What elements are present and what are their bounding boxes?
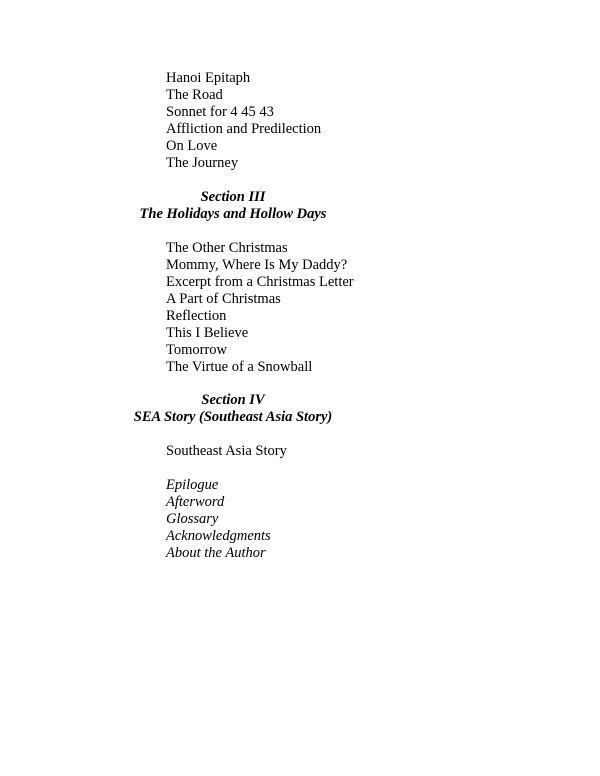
section-iii-title: The Holidays and Hollow Days	[139, 206, 327, 222]
list-item: Tomorrow	[166, 342, 228, 358]
list-item: Mommy, Where Is My Daddy?	[166, 257, 348, 273]
section-iv-label: Section IV	[201, 392, 265, 408]
list-item: Epilogue	[166, 477, 219, 493]
list-item: A Part of Christmas	[166, 291, 281, 307]
list-item: About the Author	[166, 545, 266, 561]
list-item: Hanoi Epitaph	[166, 70, 251, 86]
list-item: Excerpt from a Christmas Letter	[166, 274, 354, 290]
section-iv-title: SEA Story (Southeast Asia Story)	[133, 409, 333, 425]
list-item: Acknowledgments	[166, 528, 271, 544]
list-item: The Journey	[166, 155, 239, 171]
list-item: Reflection	[166, 308, 227, 324]
list-item: Southeast Asia Story	[166, 443, 287, 459]
section-iii-list	[166, 240, 354, 376]
list-item: The Other Christmas	[166, 240, 288, 256]
section-iii-label: Section III	[200, 189, 266, 205]
list-item: Afterword	[166, 494, 225, 510]
section-iv-list	[166, 443, 287, 460]
list-item: The Virtue of a Snowball	[166, 359, 313, 375]
list-item: Affliction and Predilection	[166, 121, 322, 137]
list-item: The Road	[166, 87, 223, 103]
list-item: Glossary	[166, 511, 219, 527]
list-item: This I Believe	[166, 325, 249, 341]
list-item: Sonnet for 4 45 43	[166, 104, 274, 120]
back-matter-list	[166, 477, 271, 562]
section-ii-list	[166, 70, 321, 172]
list-item: On Love	[166, 138, 218, 154]
